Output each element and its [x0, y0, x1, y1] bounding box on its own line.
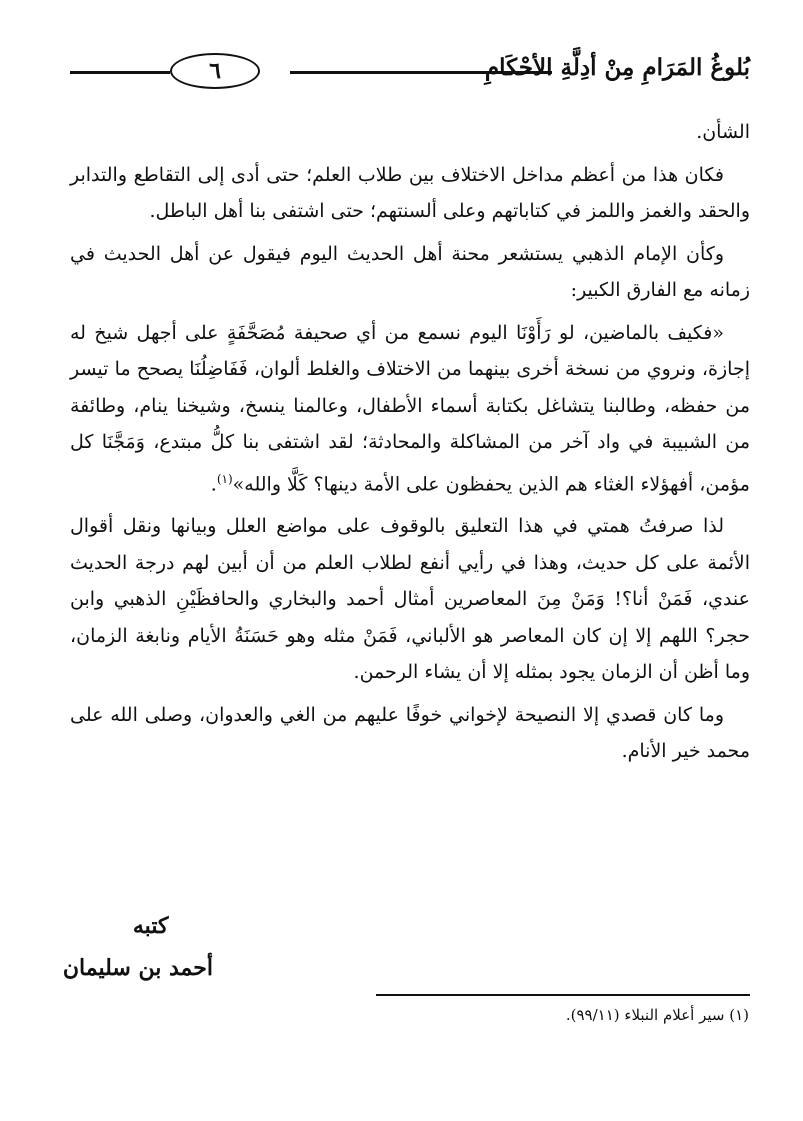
- signature: [63, 905, 213, 989]
- signature-name: أحمد بن سليمان: [62, 955, 213, 981]
- paragraph-6: وما كان قصدي إلا النصيحة لإخواني خوفًا عليهم من الغي والعدوان، وصلى الله على محمد خير الأنام.: [70, 703, 750, 763]
- paragraph-2: فكان هذا من أعظم مداخل الاختلاف بين طلاب العلم؛ حتى أدى إلى التقاطع والتدابر والحقد والغمز واللمز في كتاباتهم وعلى ألسنتهم؛ حتى اشتفى بنا أهل الباطل.: [70, 163, 750, 222]
- quote-text: «فكيف بالماضين، لو رَأَوْنَا اليوم نسمع من أي صحيفة مُصَحَّفَةٍ على أجهل شيخ له إجازة، ونروي من نسخة أخرى بينهما من الاختلاف والغلط ألوان، فَفَاضِلُنَا يصحح ما تيسر من حفظه، وطالبنا يتشاغل بكتابة أسماء الأطفال، وعالمنا ينسخ، وشيخنا ينام، وطائفة من الشبيبة في واد آخر من المشاكلة والمحادثة؛ لقد اشتفى بنا كلُّ مبتدع، وَمَجَّنَا كل مؤمن، أفهؤلاء الغثاء هم الذين يحفظون على الأمة دينها؟ كَلَّا والله»: [70, 321, 750, 495]
- book-title: بُلوغُ المَرَامِ مِنْ أدِلَّةِ الأحْكَامِ: [484, 54, 750, 81]
- paragraph-1: الشأن.: [696, 121, 750, 143]
- footnote-divider: [376, 994, 750, 996]
- footnote-marker: (١): [216, 471, 233, 486]
- paragraph-5: لذا صرفتُ همتي في هذا التعليق بالوقوف على مواضع العلل وبيانها ونقل أقوال الأئمة على كل حديث، وهذا في رأيي أنفع لطلاب العلم من أن أبين لهم درجة الحديث عندي، فَمَنْ أنا؟! وَمَنْ مِنَ المعاصرين أمثال أحمد والبخاري والحافظَيْنِ الذهبي وابن حجر؟ اللهم إلا إن كان المعاصر هو الألباني، فَمَنْ مثله وهو حَسَنَةُ الأيام ونابغة الزمان، وما أظن أن الزمان يجود بمثله إلا أن يشاء الرحمن.: [70, 515, 750, 684]
- page-header: [70, 50, 750, 94]
- page-number: ٦: [170, 53, 260, 89]
- header-rule-left: [70, 71, 170, 74]
- body-text: [70, 114, 750, 776]
- footnote: (١) سير أعلام النبلاء (٩٩/١١).: [565, 1006, 749, 1024]
- quote-paragraph: [70, 315, 750, 503]
- signature-label: كتبه: [132, 913, 169, 939]
- quote-end-period: .: [210, 472, 217, 495]
- paragraph-3: وكأن الإمام الذهبي يستشعر محنة أهل الحديث اليوم فيقول عن أهل الحديث في زمانه مع الفارق الكبير:: [70, 242, 750, 301]
